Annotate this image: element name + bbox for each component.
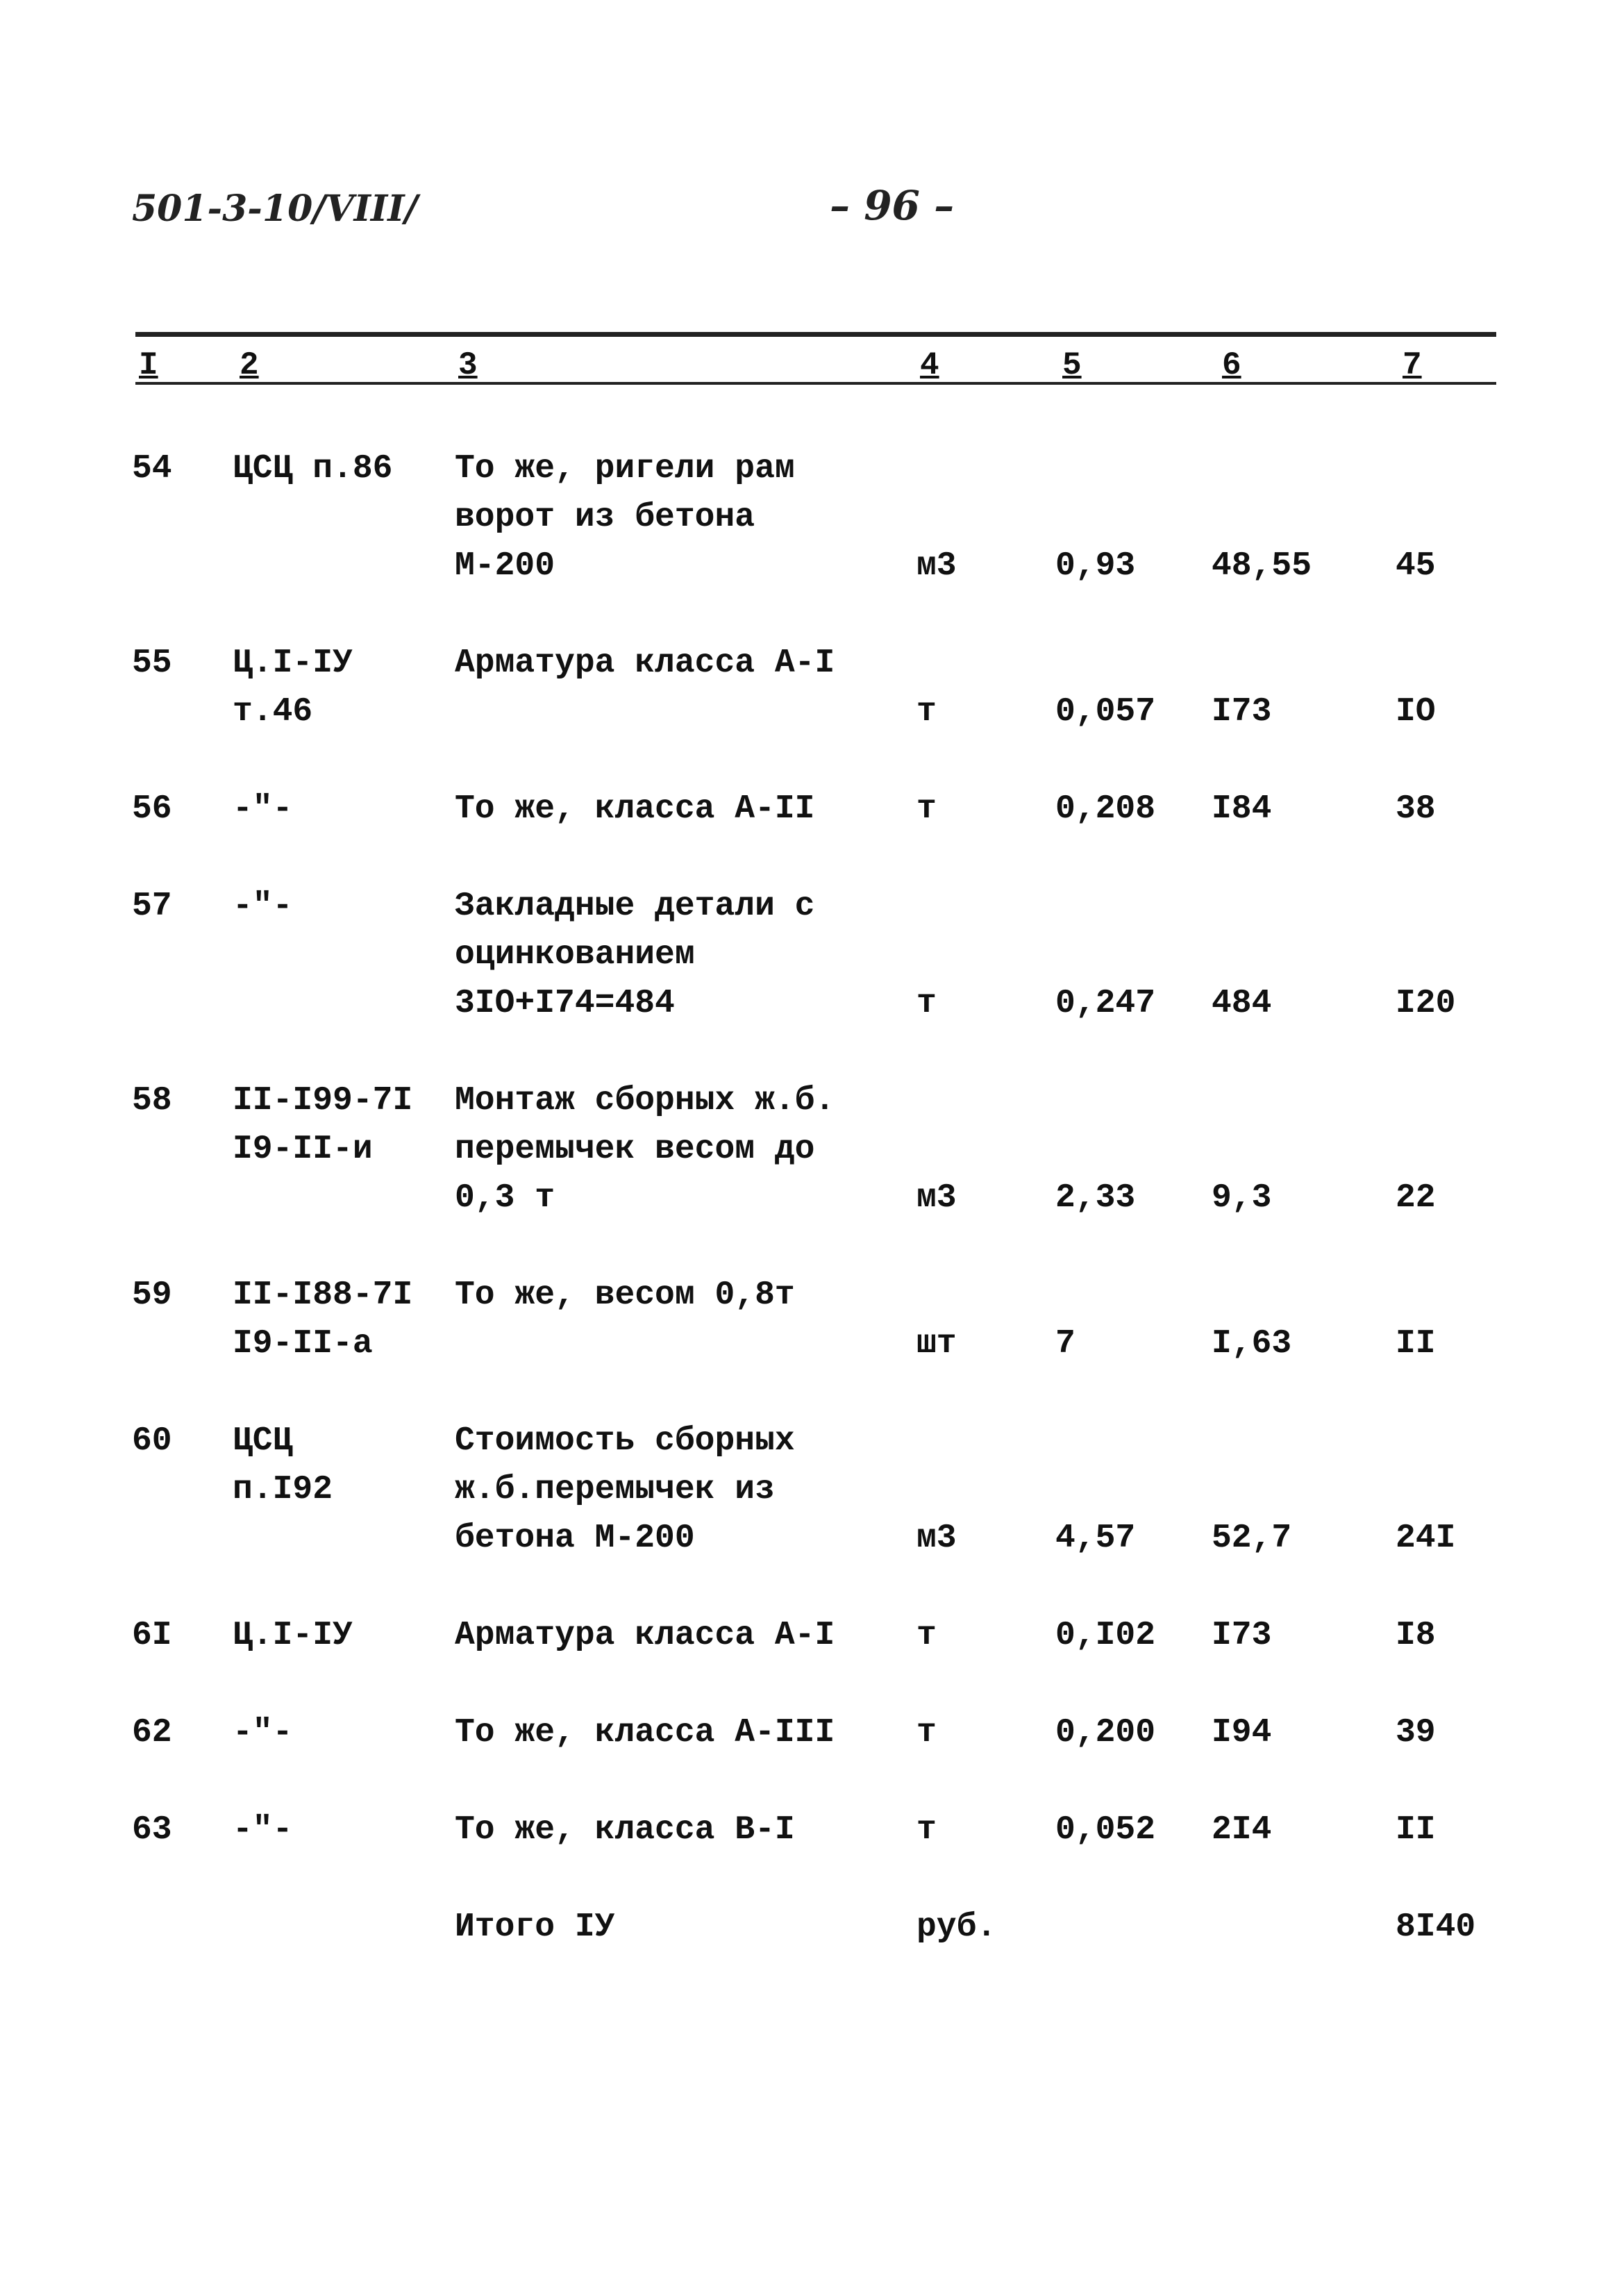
unit-price: I94 xyxy=(1212,1714,1272,1751)
reference-code: ЦСЦ xyxy=(233,1422,293,1460)
column-header-3: 3 xyxy=(458,347,478,383)
reference-code: -"- xyxy=(233,790,293,828)
reference-code: т.46 xyxy=(233,693,313,731)
unit: т xyxy=(916,985,937,1022)
reference-code: II-I99-7I xyxy=(233,1082,413,1119)
work-description: бетона М-200 xyxy=(455,1520,695,1557)
row-number: 6I xyxy=(132,1617,172,1654)
quantity: 0,208 xyxy=(1055,790,1156,828)
total-cost: 22 xyxy=(1396,1179,1436,1217)
row-number: 57 xyxy=(132,888,172,925)
reference-code: п.I92 xyxy=(233,1471,333,1508)
work-description: перемычек весом до xyxy=(455,1131,815,1168)
work-description: М-200 xyxy=(455,547,555,585)
unit: т xyxy=(916,1617,937,1654)
column-header-2: 2 xyxy=(240,347,259,383)
unit: м3 xyxy=(916,1179,957,1217)
reference-code: -"- xyxy=(233,1714,293,1751)
unit-price: I,63 xyxy=(1212,1325,1292,1363)
quantity: 7 xyxy=(1055,1325,1075,1363)
reference-code: II-I88-7I xyxy=(233,1276,413,1314)
total-cost: IO xyxy=(1396,693,1436,731)
reference-code: I9-II-и xyxy=(233,1131,373,1168)
work-description: ж.б.перемычек из xyxy=(455,1471,775,1508)
unit: т xyxy=(916,1714,937,1751)
row-number: 58 xyxy=(132,1082,172,1119)
quantity: 4,57 xyxy=(1055,1520,1136,1557)
row-number: 63 xyxy=(132,1811,172,1849)
work-description: 3IO+I74=484 xyxy=(455,985,675,1022)
total-cost: II xyxy=(1396,1325,1436,1363)
total-cost: I8 xyxy=(1396,1617,1436,1654)
work-description: Закладные детали с xyxy=(455,888,815,925)
work-description: То же, весом 0,8т xyxy=(455,1276,795,1314)
work-description: То же, ригели рам xyxy=(455,450,795,488)
quantity: 0,93 xyxy=(1055,547,1136,585)
work-description: То же, класса В-I xyxy=(455,1811,795,1849)
row-number: 60 xyxy=(132,1422,172,1460)
unit: т xyxy=(916,790,937,828)
unit: т xyxy=(916,1811,937,1849)
total-cost: 38 xyxy=(1396,790,1436,828)
reference-code: -"- xyxy=(233,1811,293,1849)
work-description: То же, класса А-III xyxy=(455,1714,835,1751)
quantity: 2,33 xyxy=(1055,1179,1136,1217)
unit-price: 52,7 xyxy=(1212,1520,1292,1557)
row-number: 62 xyxy=(132,1714,172,1751)
unit: м3 xyxy=(916,1520,957,1557)
row-number: 54 xyxy=(132,450,172,488)
work-description: Стоимость сборных xyxy=(455,1422,795,1460)
reference-code: ЦСЦ п.86 xyxy=(233,450,393,488)
total-cost: 24I xyxy=(1396,1520,1456,1557)
unit: м3 xyxy=(916,547,957,585)
total-cost: I20 xyxy=(1396,985,1456,1022)
column-header-6: 6 xyxy=(1222,347,1241,383)
page-number: – 96 – xyxy=(830,182,955,229)
work-description: 0,3 т xyxy=(455,1179,555,1217)
work-description: То же, класса А-II xyxy=(455,790,815,828)
table-top-rule xyxy=(135,332,1496,337)
quantity: 0,200 xyxy=(1055,1714,1156,1751)
work-description: ворот из бетона xyxy=(455,499,755,536)
total-cost: 39 xyxy=(1396,1714,1436,1751)
column-header-1: I xyxy=(139,347,158,383)
unit-price: I73 xyxy=(1212,693,1272,731)
unit: шт xyxy=(916,1325,957,1363)
unit: т xyxy=(916,693,937,731)
column-header-4: 4 xyxy=(920,347,939,383)
reference-code: I9-II-а xyxy=(233,1325,373,1363)
column-header-7: 7 xyxy=(1403,347,1422,383)
unit-price: 48,55 xyxy=(1212,547,1312,585)
column-header-5: 5 xyxy=(1062,347,1082,383)
row-number: 56 xyxy=(132,790,172,828)
unit-price: 484 xyxy=(1212,985,1272,1022)
unit-price: 2I4 xyxy=(1212,1811,1272,1849)
unit-price: 9,3 xyxy=(1212,1179,1272,1217)
work-description: Арматура класса А-I xyxy=(455,1617,835,1654)
quantity: 0,057 xyxy=(1055,693,1156,731)
grand-total: 8I40 xyxy=(1396,1908,1476,1946)
reference-code: -"- xyxy=(233,888,293,925)
header-bottom-rule xyxy=(135,382,1496,385)
row-number: 59 xyxy=(132,1276,172,1314)
total-cost: 45 xyxy=(1396,547,1436,585)
work-description: оцинкованием xyxy=(455,936,695,974)
unit-price: I73 xyxy=(1212,1617,1272,1654)
quantity: 0,247 xyxy=(1055,985,1156,1022)
quantity: 0,052 xyxy=(1055,1811,1156,1849)
reference-code: Ц.I-IУ xyxy=(233,644,353,682)
total-cost: II xyxy=(1396,1811,1436,1849)
document-code: 501-3-10/VIII/ xyxy=(132,188,418,230)
reference-code: Ц.I-IУ xyxy=(233,1617,353,1654)
work-description: Арматура класса А-I xyxy=(455,644,835,682)
row-number: 55 xyxy=(132,644,172,682)
work-description: Монтаж сборных ж.б. xyxy=(455,1082,835,1119)
total-unit: руб. xyxy=(916,1908,997,1946)
unit-price: I84 xyxy=(1212,790,1272,828)
quantity: 0,I02 xyxy=(1055,1617,1156,1654)
total-label: Итого IУ xyxy=(455,1908,615,1946)
